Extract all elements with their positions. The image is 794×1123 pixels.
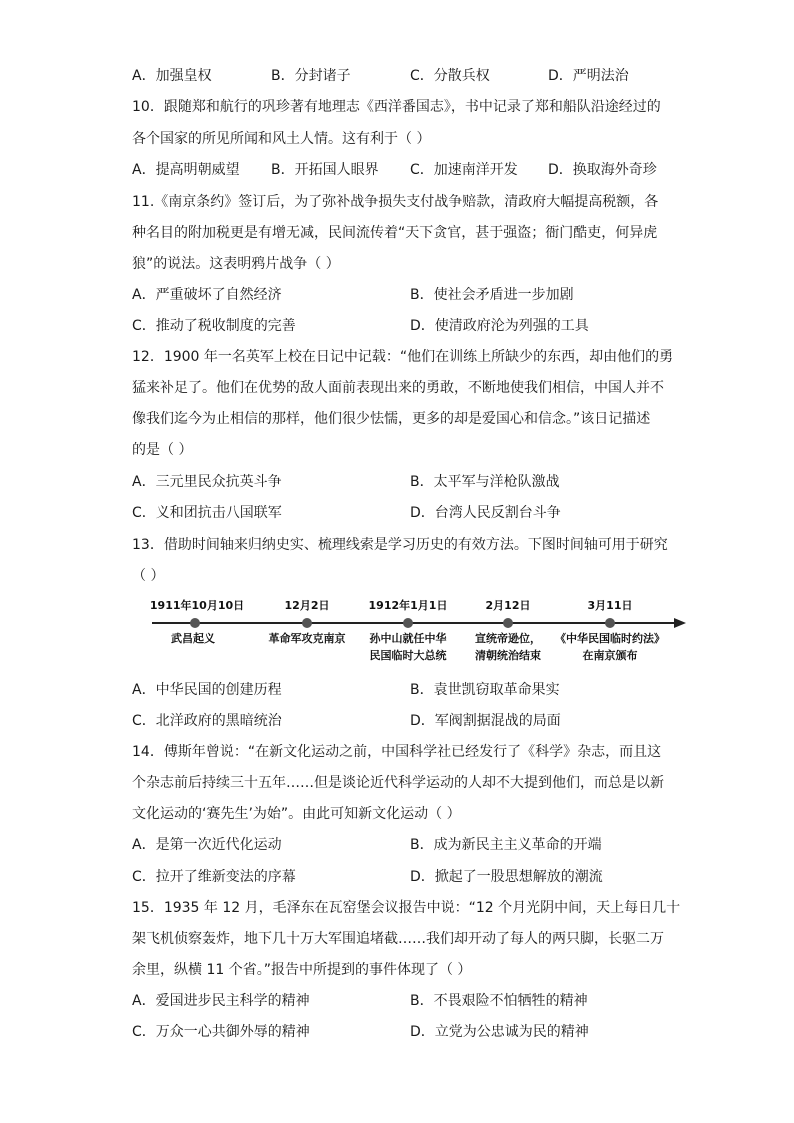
q12-stem-line-4: 的是（ ）	[132, 442, 193, 458]
q10-option-d[interactable]: D．换取海外奇珍	[548, 162, 657, 178]
q9-option-c[interactable]: C．分散兵权	[410, 68, 490, 84]
q12-stem-line-2: 猛来补足了。他们在优势的敌人面前表现出来的勇敢，不断地使我们相信，中国人并不	[132, 380, 664, 396]
timeline-date: 2月12日	[485, 599, 531, 612]
timeline-event-label: 在南京颁布	[582, 649, 638, 662]
timeline-event-label: 宣统帝逊位，	[475, 632, 541, 645]
q15-option-d[interactable]: D．立党为公忠诚为民的精神	[410, 1024, 589, 1040]
timeline-event-label: 孙中山就任中华	[369, 632, 447, 645]
q14-option-b[interactable]: B．成为新民主主义革命的开端	[410, 837, 602, 853]
q13-stem-line-1: 13．借助时间轴来归纳史实、梳理线索是学习历史的有效方法。下图时间轴可用于研究	[132, 537, 668, 553]
timeline-figure	[150, 596, 690, 672]
q11-stem-line-3: 狼”的说法。这表明鸦片战争（ ）	[132, 256, 340, 272]
q10-option-a[interactable]: A．提高明朝威望	[132, 162, 240, 178]
q11-option-d[interactable]: D．使清政府沦为列强的工具	[410, 318, 589, 334]
q10-stem-line-2: 各个国家的所见所闻和风土人情。这有利于（ ）	[132, 131, 431, 147]
timeline-event-1	[150, 598, 244, 645]
timeline-date: 12月2日	[284, 599, 330, 612]
timeline-arrow-icon	[674, 618, 686, 628]
q14-stem-line-1: 14．傅斯年曾说：“在新文化运动之前，中国科学社已经发行了《科学》杂志，而且这	[132, 744, 662, 760]
timeline-event-3	[369, 598, 448, 662]
q12-stem-line-3: 像我们迄今为止相信的那样，他们很少怯懦，更多的却是爱国心和信念。”该日记描述	[132, 411, 651, 427]
timeline-event-label: 民国临时大总统	[369, 649, 447, 662]
timeline-marker	[190, 618, 200, 628]
q10-option-c[interactable]: C．加速南洋开发	[410, 162, 518, 178]
q11-stem-line-1: 11.《南京条约》签订后，为了弥补战争损失支付战争赔款，清政府大幅提高税额，各	[132, 194, 659, 210]
q12-option-d[interactable]: D．台湾人民反割台斗争	[410, 505, 561, 521]
q14-option-d[interactable]: D．掀起了一股思想解放的潮流	[410, 869, 603, 885]
q13-stem-line-2: （ ）	[132, 568, 165, 584]
q13-option-c[interactable]: C．北洋政府的黑暗统治	[132, 713, 282, 729]
timeline-date: 1912年1月1日	[368, 599, 448, 612]
timeline-marker	[503, 618, 513, 628]
q13-option-b[interactable]: B．袁世凯窃取革命果实	[410, 682, 560, 698]
q15-stem-line-1: 15．1935 年 12 月，毛泽东在瓦窑堡会议报告中说：“12 个月光阴中间，天上每日几十	[132, 900, 681, 916]
q10-stem-line-1: 10．跟随郑和航行的巩珍著有地理志《西洋番国志》，书中记录了郑和船队沿途经过的	[132, 99, 661, 115]
q14-option-a[interactable]: A．是第一次近代化运动	[132, 837, 282, 853]
q9-option-d[interactable]: D．严明法治	[548, 68, 629, 84]
q15-stem-line-2: 架飞机侦察轰炸，地下几十万大军围追堵截……我们却开动了每人的两只脚，长驱二万	[132, 931, 664, 947]
timeline-event-label: 清朝统治结束	[475, 649, 541, 662]
q9-option-b[interactable]: B．分封诸子	[271, 68, 351, 84]
timeline-event-label: 《中华民国临时约法》	[555, 632, 665, 645]
timeline-marker	[403, 618, 413, 628]
q12-option-a[interactable]: A．三元里民众抗英斗争	[132, 474, 282, 490]
q15-option-a[interactable]: A．爱国进步民主科学的精神	[132, 993, 310, 1009]
q11-option-c[interactable]: C．推动了税收制度的完善	[132, 318, 296, 334]
timeline-marker	[605, 618, 615, 628]
q12-option-c[interactable]: C．义和团抗击八国联军	[132, 505, 282, 521]
q14-stem-line-2: 个杂志前后持续三十五年……但是谈论近代科学运动的人却不大提到他们，而总是以新	[132, 775, 664, 791]
q15-stem-line-3: 余里，纵横 11 个省。”报告中所提到的事件体现了（ ）	[132, 962, 472, 978]
timeline-date: 1911年10月10日	[150, 599, 245, 612]
q11-option-a[interactable]: A．严重破坏了自然经济	[132, 287, 282, 303]
q13-option-d[interactable]: D．军阀割据混战的局面	[410, 713, 561, 729]
q13-option-a[interactable]: A．中华民国的创建历程	[132, 682, 282, 698]
q14-option-c[interactable]: C．拉开了维新变法的序幕	[132, 869, 296, 885]
q15-option-c[interactable]: C．万众一心共御外辱的精神	[132, 1024, 310, 1040]
q14-stem-line-3: 文化运动的‘赛先生’为始”。由此可知新文化运动（ ）	[132, 806, 461, 822]
q12-stem-line-1: 12．1900 年一名英军上校在日记中记载：“他们在训练上所缺少的东西，却由他们的勇	[132, 349, 674, 365]
timeline-event-label: 革命军攻克南京	[268, 632, 346, 645]
timeline-event-4	[475, 599, 541, 662]
q15-option-b[interactable]: B．不畏艰险不怕牺牲的精神	[410, 993, 588, 1009]
timeline-event-label: 武昌起义	[171, 632, 215, 645]
q11-option-b[interactable]: B．使社会矛盾进一步加剧	[410, 287, 574, 303]
q12-option-b[interactable]: B．太平军与洋枪队激战	[410, 474, 560, 490]
timeline-date: 3月11日	[587, 599, 633, 612]
timeline-event-5	[555, 599, 665, 662]
timeline-marker	[302, 618, 312, 628]
q9-option-a[interactable]: A．加强皇权	[132, 68, 212, 84]
q11-stem-line-2: 种名目的附加税更是有增无减，民间流传着“天下贪官，甚于强盗；衙门酷吏，何异虎	[132, 225, 658, 241]
q10-option-b[interactable]: B．开拓国人眼界	[271, 162, 379, 178]
